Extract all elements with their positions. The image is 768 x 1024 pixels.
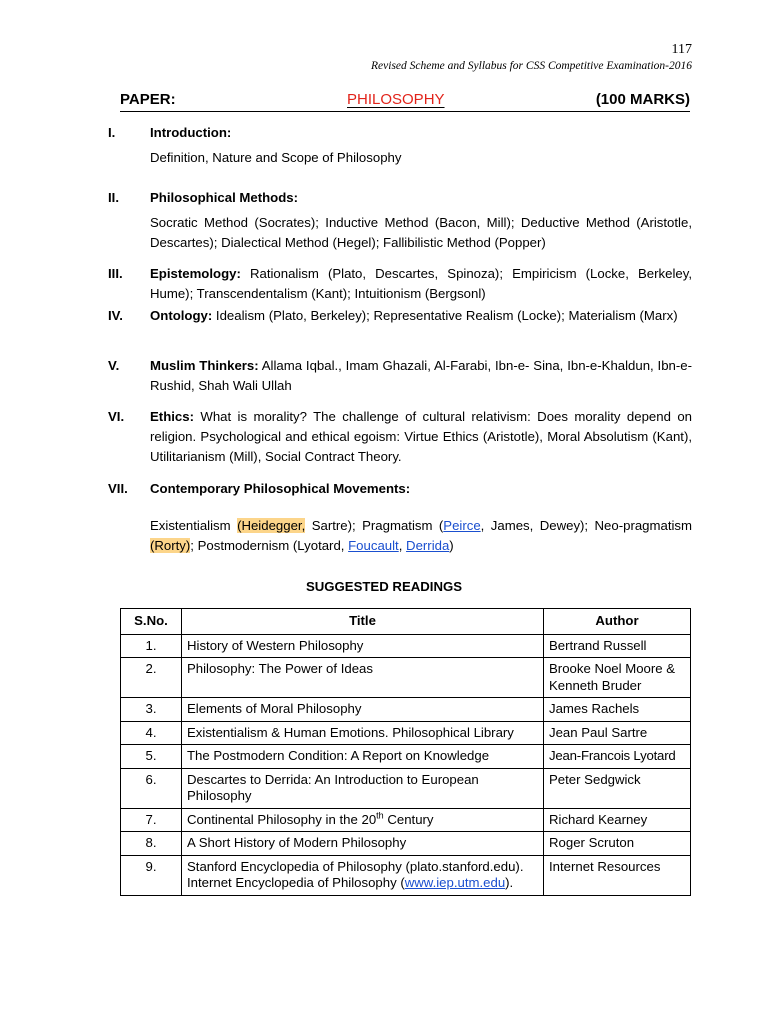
section-heading: Muslim Thinkers: (150, 358, 259, 373)
header-author: Author (544, 609, 691, 635)
cell-sno: 5. (121, 745, 182, 769)
header-title: Title (182, 609, 544, 635)
paper-marks: (100 MARKS) (595, 91, 690, 108)
section-heading: Ethics: (150, 409, 194, 424)
table-row (121, 721, 691, 745)
section-number: VII. (108, 481, 128, 496)
table-row (121, 808, 691, 832)
cell-title: Continental Philosophy in the 20th Century (182, 808, 544, 832)
cell-sno: 2. (121, 658, 182, 698)
cell-author: Bertrand Russell (544, 634, 691, 658)
table-header-row (121, 609, 691, 635)
section-number: II. (108, 190, 119, 205)
section-number: III. (108, 266, 123, 281)
cell-sno: 8. (121, 832, 182, 856)
page-number: 117 (671, 42, 692, 57)
section-introduction (108, 123, 692, 168)
section-text: Socratic Method (Socrates); Inductive Method (Bacon, Mill); Deductive Method (Aristotle, Descartes); Dialectical Method (Hegel); Fallibilistic Method (Popper) (150, 215, 692, 250)
cell-author: Richard Kearney (544, 808, 691, 832)
section-heading: Philosophical Methods: (150, 190, 298, 205)
section-heading: Ontology: (150, 308, 213, 323)
cell-sno: 3. (121, 698, 182, 722)
cell-title: History of Western Philosophy (182, 634, 544, 658)
paper-subject: PHILOSOPHY (347, 91, 445, 108)
section-heading: Introduction: (150, 125, 232, 140)
cell-author: Jean-Francois Lyotard (544, 745, 691, 769)
cell-author: James Rachels (544, 698, 691, 722)
paper-label: PAPER: (120, 91, 176, 108)
cell-author: Jean Paul Sartre (544, 721, 691, 745)
highlight-rorty: (Rorty) (150, 538, 191, 553)
heading-underline (120, 111, 690, 112)
section-text: Existentialism (Heidegger, Sartre); Pragmatism (Peirce, James, Dewey); Neo-pragmatism (Rorty); Postmodernism (Lyotard, Foucault, Derrida) (150, 518, 692, 553)
section-ethics (108, 407, 692, 467)
table-row (121, 698, 691, 722)
cell-sno: 7. (121, 808, 182, 832)
section-text: Allama Iqbal., Imam Ghazali, Al-Farabi, Ibn-e- Sina, Ibn-e-Khaldun, Ibn-e-Rushid, Shah Wali Ullah (150, 358, 693, 393)
section-heading: Epistemology: (150, 266, 241, 281)
section-philosophical-methods (108, 188, 692, 253)
section-heading: Contemporary Philosophical Movements: (150, 481, 411, 496)
section-text: Definition, Nature and Scope of Philosophy (150, 150, 402, 165)
cell-title: Existentialism & Human Emotions. Philosophical Library (182, 721, 544, 745)
suggested-readings-title: SUGGESTED READINGS (305, 579, 463, 594)
link-peirce[interactable]: Peirce (443, 518, 481, 533)
table-row (121, 634, 691, 658)
cell-author: Brooke Noel Moore & Kenneth Bruder (544, 658, 691, 698)
section-epistemology (108, 264, 692, 304)
running-head: Revised Scheme and Syllabus for CSS Competitive Examination-2016 (371, 60, 692, 72)
section-text: What is morality? The challenge of cultural relativism: Does morality depend on religion. Psychological and ethical egoism: Virtue Ethics (Aristotle), Moral Absolutism (Kant), Utilitarianism (Mill), Social Contract Theory. (150, 409, 692, 464)
cell-author: Roger Scruton (544, 832, 691, 856)
section-number: V. (108, 358, 120, 373)
link-foucault[interactable]: Foucault (348, 538, 399, 553)
cell-title: A Short History of Modern Philosophy (182, 832, 544, 856)
link-derrida[interactable]: Derrida (406, 538, 450, 553)
section-muslim-thinkers (108, 356, 692, 396)
cell-author: Peter Sedgwick (544, 768, 691, 808)
cell-title: Philosophy: The Power of Ideas (182, 658, 544, 698)
table-row (121, 658, 691, 698)
cell-sno: 1. (121, 634, 182, 658)
cell-title: Stanford Encyclopedia of Philosophy (plato.stanford.edu). Internet Encyclopedia of Philosophy (www.iep.utm.edu). (182, 855, 544, 895)
table-row (121, 855, 691, 895)
paper-heading (120, 91, 690, 111)
section-text: Idealism (Plato, Berkeley); Representative Realism (Locke); Materialism (Marx) (212, 308, 678, 323)
section-contemporary-movements (108, 479, 692, 556)
cell-title: Descartes to Derrida: An Introduction to European Philosophy (182, 768, 544, 808)
section-text: Rationalism (Plato, Descartes, Spinoza); Empiricism (Locke, Berkeley, Hume); Transcendentalism (Kant); Intuitionism (Bergsonl) (150, 266, 692, 301)
table-row (121, 745, 691, 769)
cell-title: The Postmodern Condition: A Report on Knowledge (182, 745, 544, 769)
highlight-heidegger: (Heidegger, (237, 518, 306, 533)
cell-sno: 9. (121, 855, 182, 895)
cell-author: Internet Resources (544, 855, 691, 895)
table-row (121, 832, 691, 856)
readings-table (120, 608, 691, 896)
cell-sno: 6. (121, 768, 182, 808)
section-number: IV. (108, 308, 123, 323)
link-iep[interactable]: www.iep.utm.edu (404, 875, 506, 890)
section-ontology (108, 306, 692, 326)
header-sno: S.No. (121, 609, 182, 635)
cell-sno: 4. (121, 721, 182, 745)
cell-title: Elements of Moral Philosophy (182, 698, 544, 722)
section-number: I. (108, 125, 116, 140)
section-number: VI. (108, 409, 125, 424)
table-row (121, 768, 691, 808)
